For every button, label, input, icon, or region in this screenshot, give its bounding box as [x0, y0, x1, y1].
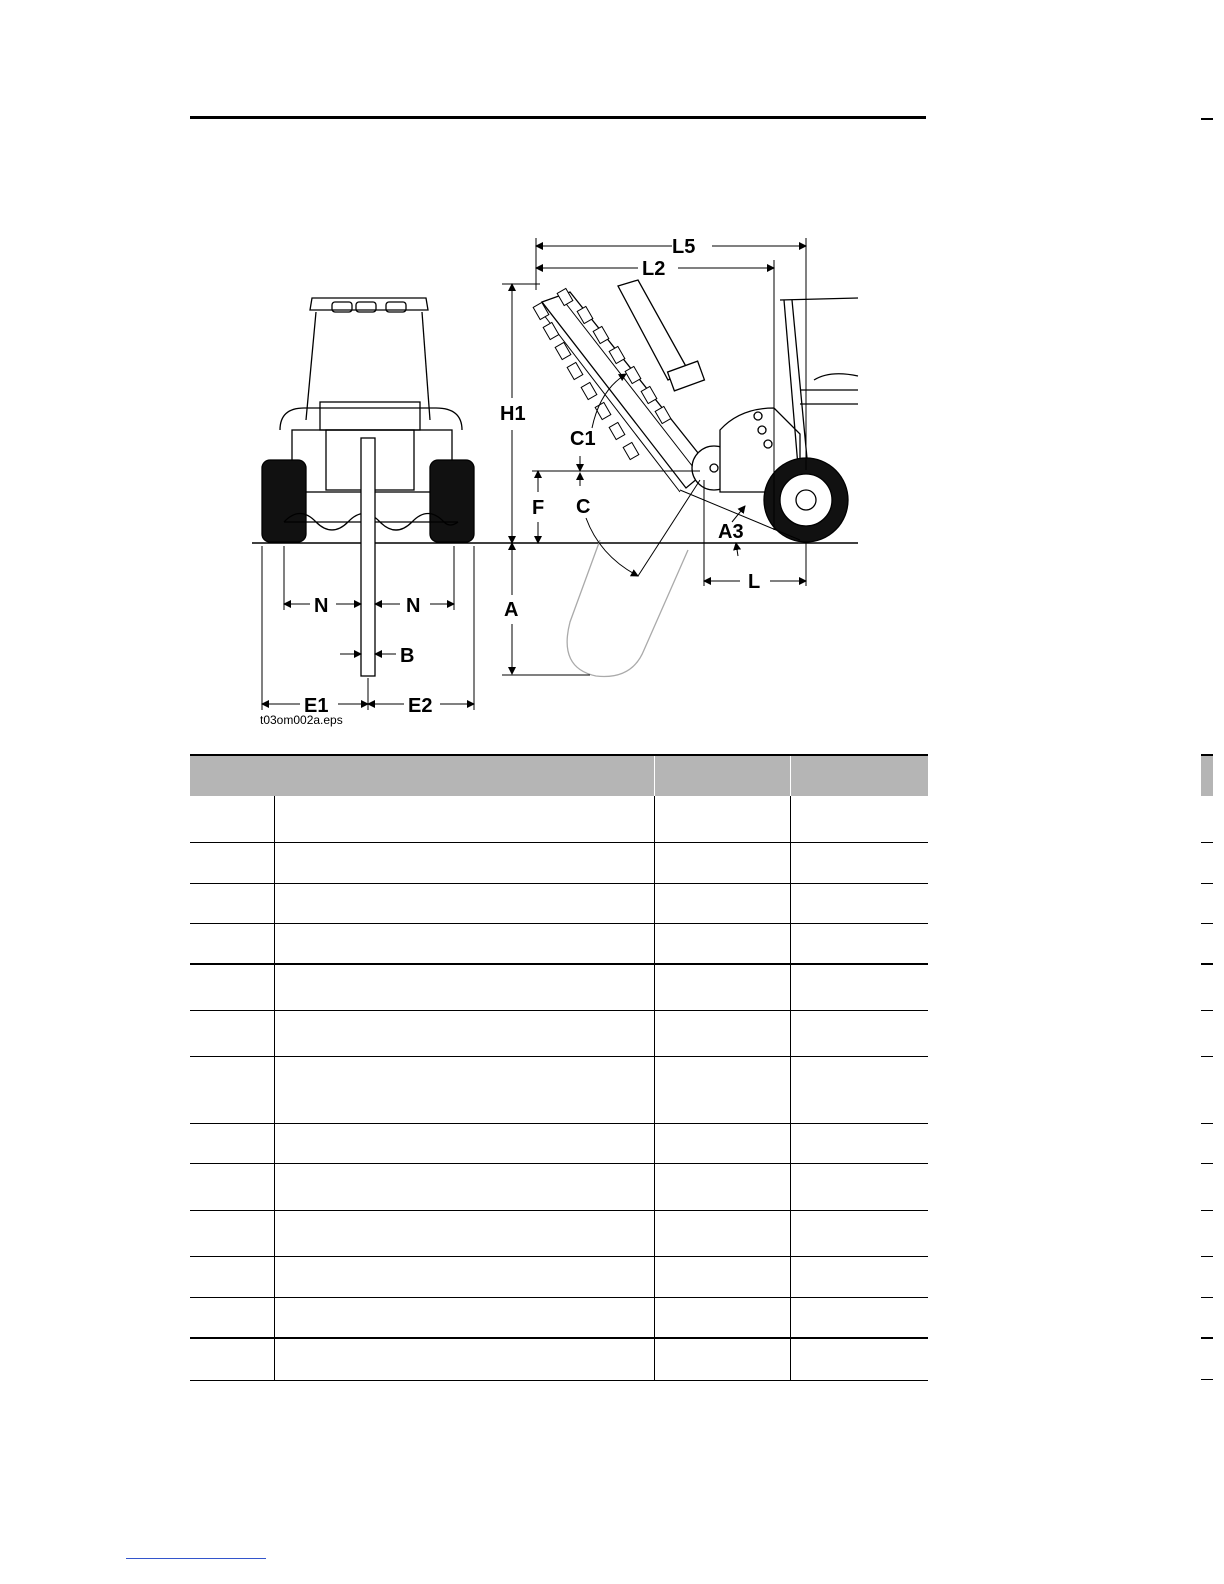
label-L: L [748, 571, 761, 593]
table-cell [654, 1210, 790, 1256]
table-cell [790, 964, 928, 1010]
label-L5: L5 [672, 236, 696, 258]
label-N-right: N [406, 595, 421, 617]
table-row [190, 964, 928, 1010]
table-cell [190, 1123, 274, 1163]
table-row [190, 1056, 928, 1123]
table-cell [654, 923, 790, 964]
table-cell [274, 1163, 654, 1210]
table-cell [190, 1056, 274, 1123]
table-cell [274, 923, 654, 964]
figure-caption: t03om002a.eps [260, 713, 343, 727]
label-B: B [400, 645, 415, 667]
table-cell [790, 796, 928, 842]
table-cell [654, 1010, 790, 1056]
table-cell [190, 883, 274, 923]
table-cell [654, 1297, 790, 1338]
table-row [190, 1210, 928, 1256]
front-view [262, 298, 474, 676]
label-N-left: N [314, 595, 329, 617]
table-header-row [190, 755, 928, 796]
side-view [533, 280, 858, 676]
table-cell [274, 964, 654, 1010]
table-cell [190, 923, 274, 964]
label-E1: E1 [304, 695, 329, 717]
table-cell [654, 1056, 790, 1123]
table-row [190, 1163, 928, 1210]
table-cell [190, 1338, 274, 1380]
label-E2: E2 [408, 695, 433, 717]
table-row [190, 1297, 928, 1338]
top-rule-continuation [1201, 118, 1213, 120]
table-cell [654, 964, 790, 1010]
table-cell [190, 1163, 274, 1210]
specifications-table [190, 754, 928, 1381]
table-cell [790, 1010, 928, 1056]
label-H1: H1 [500, 403, 526, 425]
table-cell [190, 1256, 274, 1297]
table-row [190, 1010, 928, 1056]
label-C: C [576, 496, 591, 518]
table-cell [274, 1256, 654, 1297]
table-cell [190, 1210, 274, 1256]
table-cell [790, 1297, 928, 1338]
table-cell [274, 842, 654, 883]
label-A: A [504, 599, 519, 621]
table-cell [190, 1297, 274, 1338]
table-header-cell [790, 755, 928, 796]
table-cell [654, 842, 790, 883]
table-header-cell [654, 755, 790, 796]
label-A3: A3 [718, 521, 744, 543]
table-cell [274, 1338, 654, 1380]
table-cell [654, 883, 790, 923]
table-row [190, 1123, 928, 1163]
table-cell [274, 1010, 654, 1056]
table-row [190, 842, 928, 883]
table-cell [790, 1163, 928, 1210]
table-row [190, 923, 928, 964]
table-cell [654, 1123, 790, 1163]
table-cell [274, 796, 654, 842]
table-cell [654, 1338, 790, 1380]
table-cell [790, 1338, 928, 1380]
table-cell [790, 842, 928, 883]
label-L2: L2 [642, 258, 666, 280]
table-cell [790, 883, 928, 923]
table-cell [790, 1256, 928, 1297]
table-cell [274, 1123, 654, 1163]
footer-link-underline[interactable] [126, 1558, 266, 1559]
table-row [190, 1338, 928, 1380]
table-cell [274, 1210, 654, 1256]
table-cell [654, 1256, 790, 1297]
table-cell [274, 883, 654, 923]
label-C1: C1 [570, 428, 596, 450]
table-cell [190, 964, 274, 1010]
table-cell [790, 1056, 928, 1123]
table-cell [654, 796, 790, 842]
table-header-cell [190, 755, 654, 796]
top-rule [190, 116, 926, 119]
table-cell [190, 796, 274, 842]
table-row [190, 883, 928, 923]
table-cell [274, 1297, 654, 1338]
table-cell [190, 842, 274, 883]
table-cell [654, 1163, 790, 1210]
table-cell [790, 923, 928, 964]
table-row [190, 1256, 928, 1297]
label-F: F [532, 497, 545, 519]
table-cell [790, 1123, 928, 1163]
table-row [190, 796, 928, 842]
table-cell [274, 1056, 654, 1123]
table-cell [790, 1210, 928, 1256]
table-cell [190, 1010, 274, 1056]
trencher-dimension-figure [240, 230, 870, 740]
